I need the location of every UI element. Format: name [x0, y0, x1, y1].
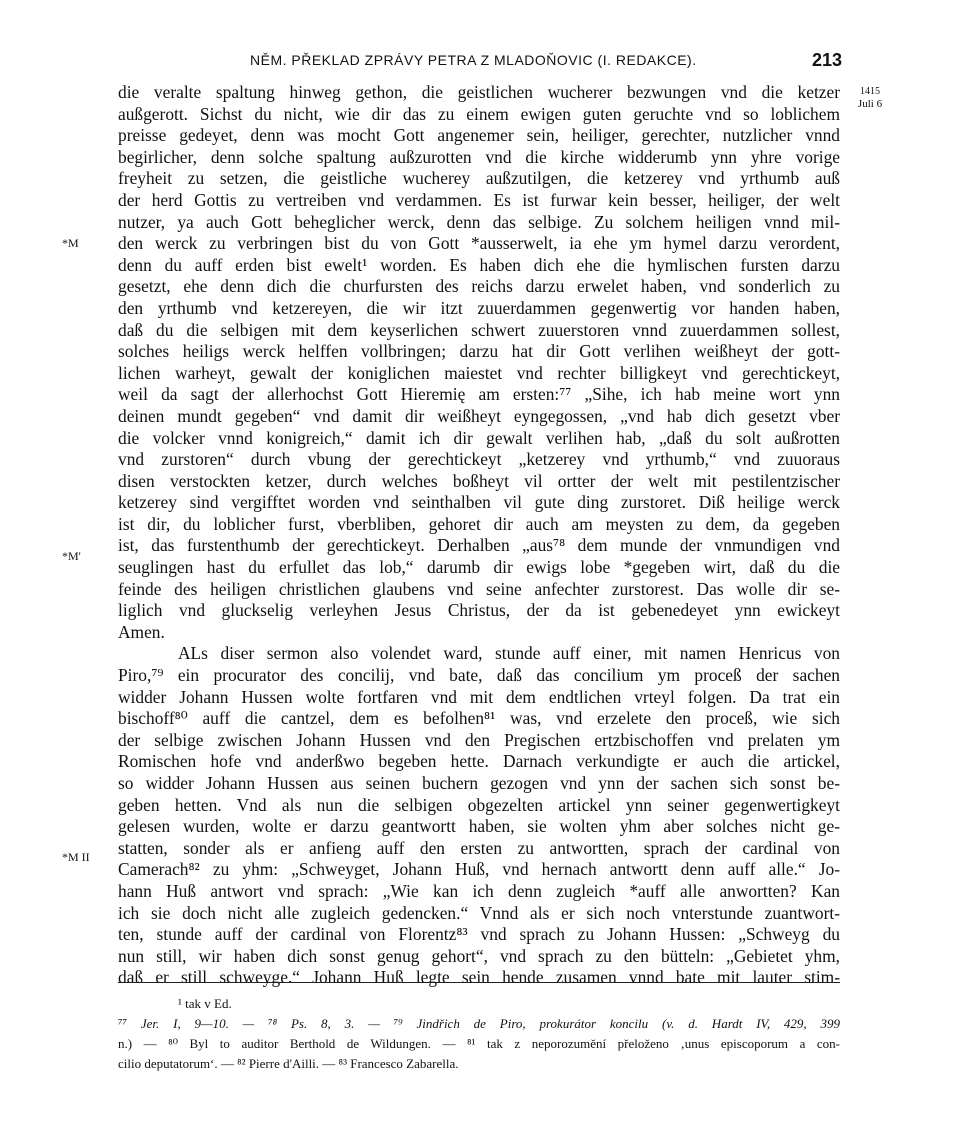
text-line: widder Johann Hussen wolte fortfaren vnd mit dem endtlichen vrteyl folgen. Da trat ein: [118, 686, 840, 707]
text-line: nun still, wir haben dich sonst genug gehort“, vnd sprach zu den bütteln: „Gebietet yhm,: [118, 945, 840, 966]
text-line: daß du die selbigen mit dem keyserlichen schwert zuuerstoren vnnd zuuerdammen sollest,: [118, 319, 840, 340]
footnote-line: ¹ tak v Ed.: [178, 996, 232, 1011]
text-line: daß er still schweyge.“ Johann Huß legte sein hende zusamen vnnd bate mit lauter stim-: [118, 967, 840, 988]
text-line: ist dir, du loblicher furst, vberbliben, gehoret dir auch am meysten zu dem, da gegeben: [118, 513, 840, 534]
text-line: denn du auff erden bist ewelt¹ worden. Es haben dich ehe die hymlischen fursten darzu: [118, 254, 840, 275]
text-line: hann Huß antwort vnd sprach: „Wie kan ich denn zugleich *auff alle anwortten? Kan: [118, 880, 840, 901]
main-text: [118, 82, 840, 989]
text-line: preisse gedeyet, denn was mocht Gott angenemer sein, heiliger, gerechter, nutzlicher vnnd: [118, 125, 840, 146]
footnotes: [118, 994, 840, 1074]
text-line: ten, stunde auff der cardinal von Florentz⁸³ vnd sprach zu Johann Hussen: „Schweyg du: [118, 924, 840, 945]
margin-date: [845, 86, 895, 110]
text-line: seuglingen hast du erfullet das lob,“ darumb dir ewigs lobe *gegeben wirt, daß du die: [118, 557, 840, 578]
running-header: [0, 52, 960, 76]
text-line: Piro,⁷⁹ ein procurator des concilij, vnd bate, daß das concilium ym proceß der sachen: [118, 665, 840, 686]
text-line: außgerott. Sichst du nicht, wie dir das zu einem ewigen guten geruchte vnd so loblichem: [118, 103, 840, 124]
text-line: statten, sonder als er anfieng auff den ersten zu antwortten, sprach der cardinal von: [118, 837, 840, 858]
folio-marker-1: *M: [62, 236, 79, 250]
text-line: gelesen wurden, wolte er darzu geantwortt haben, sie wolten yhm aber solches nicht ge-: [118, 816, 840, 837]
text-line: den werck zu verbringen bist du von Gott *ausserwelt, ia ehe ym hymel darzu verordent,: [118, 233, 840, 254]
text-line: die veralte spaltung hinweg gethon, die geistlichen wucherer bezwungen vnd die ketzer: [118, 82, 840, 102]
text-line: ist, das furstenthumb der gerechtickeyt. Derhalben „aus⁷⁸ dem munde der vnmundigen vnd: [118, 535, 840, 556]
text-line: feinde des heiligen christlichen glaubens vnd seine anfechter zurstorest. Das wolle dir se-: [118, 578, 840, 599]
text-line: die volcker vnnd konigreich,“ damit ich dir gewalt verlihen hab, „daß du solt außrotten: [118, 427, 840, 448]
footnote-line: ⁷⁷ Jer. I, 9—10. — ⁷⁸ Ps. 8, 3. — ⁷⁹ Jindřich de Piro, prokurátor koncilu (v. d. Hardt IV, 429, 399: [118, 1016, 840, 1031]
text-line: gesetzt, ehe denn dich die churfursten des reichs darzu erwelet haben, vnd sonderlich zu: [118, 276, 840, 297]
text-line: bischoff⁸⁰ auff die cantzel, dem es befolhen⁸¹ was, vnd erzelete den proceß, wie sich: [118, 708, 840, 729]
text-line: disen verstockten ketzer, durch welches boßheyt vil ortter der welt mit pestilentzischer: [118, 470, 840, 491]
text-line: weil da sagt der allerhochst Gott Hieremię am ersten:⁷⁷ „Sihe, ich hab meine wort ynn: [118, 384, 840, 405]
text-line: der herd Gottis zu vertreiben vnd verdammen. Es ist furwar kein besser, heiliger, der welt: [118, 189, 840, 210]
text-line: ich sie doch nicht alle zugleich gedencken.“ Vnnd als er sich noch vnterstunde zuantwort-: [118, 902, 840, 923]
text-line: vnd zurstoren“ durch vbung der gerechtickeyt „ketzerey vnd yrthumb,“ vnd zuuoraus: [118, 449, 840, 470]
folio-marker-3: *M II: [62, 850, 90, 864]
text-line: nutzer, ya auch Gott beheglicher werck, denn das selbige. Zu solchem heiligen vnnd mil-: [118, 211, 840, 232]
running-title: NĚM. PŘEKLAD ZPRÁVY PETRA Z MLADOŇOVIC (I. REDAKCE).: [250, 52, 697, 68]
text-line: deinen mundt gegeben“ vnd damit dir weißheyt eyngegossen, „vnd hab dich gesetzt vber: [118, 405, 840, 426]
text-line: begirlicher, denn solche spaltung außzurotten vnd die kirche widderumb ynn yhre vorige: [118, 146, 840, 167]
text-line: solches heiligs werck helffen vollbringen; darzu hat dir Gott verlihen weißheyt der gott-: [118, 341, 840, 362]
text-line: freyheit zu setzen, die geistliche wucherey außzutilgen, die ketzerey vnd yrthumb auß: [118, 168, 840, 189]
text-line: Amen.: [118, 621, 165, 642]
text-line: Romischen hofe vnd anderßwo begeben hette. Darnach verkundigte er auch die artickel,: [118, 751, 840, 772]
text-line: geben hetten. Vnd als nun die selbigen obgezelten artickel ynn seiner gegenwertigkeyt: [118, 794, 840, 815]
text-line: Camerach⁸² zu yhm: „Schweyget, Johann Huß, vnd hernach antwortt denn auff alle.“ Jo-: [118, 859, 840, 880]
page-number: 213: [812, 50, 843, 70]
text-line: ALs diser sermon also volendet ward, stunde auff einer, mit namen Henricus von: [178, 643, 840, 664]
text-line: den yrthumb vnd ketzereyen, die wir itzt zuuerdammen gegenwertig vor handen haben,: [118, 297, 840, 318]
text-line: der selbige zwischen Johann Hussen vnd den Pregischen ertzbischoffen vnd prelaten ym: [118, 729, 840, 750]
text-line: lichen warheyt, gewalt der koniglichen maiestet vnd rechter billigkeyt vnd gerechtickeyt,: [118, 362, 840, 383]
footnote-line: n.) — ⁸⁰ Byl to auditor Berthold de Wildungen. — ⁸¹ tak z neporozumění přeloženo ‚unus episcoporum a con-: [118, 1036, 840, 1051]
margin-date-year: 1415: [860, 86, 880, 97]
margin-date-day: Juli 6: [857, 98, 883, 110]
footnote-rule: [118, 982, 840, 983]
folio-marker-2: *M': [62, 549, 81, 563]
text-line: ketzerey sind vergifftet worden vnd seinthalben vil gute ding zurstoret. Diß heilige werck: [118, 492, 840, 513]
text-line: liglich vnd gluckselig verleyhen Jesus Christus, der da ist gebenedeyet ynn ewickeyt: [118, 600, 840, 621]
text-line: so widder Johann Hussen aus seinen buchern gezogen vnd ynn der sachen sich sonst be-: [118, 773, 840, 793]
footnote-line: cilio deputatorum‘. — ⁸² Pierre d'Ailli. — ⁸³ Francesco Zabarella.: [118, 1056, 459, 1071]
